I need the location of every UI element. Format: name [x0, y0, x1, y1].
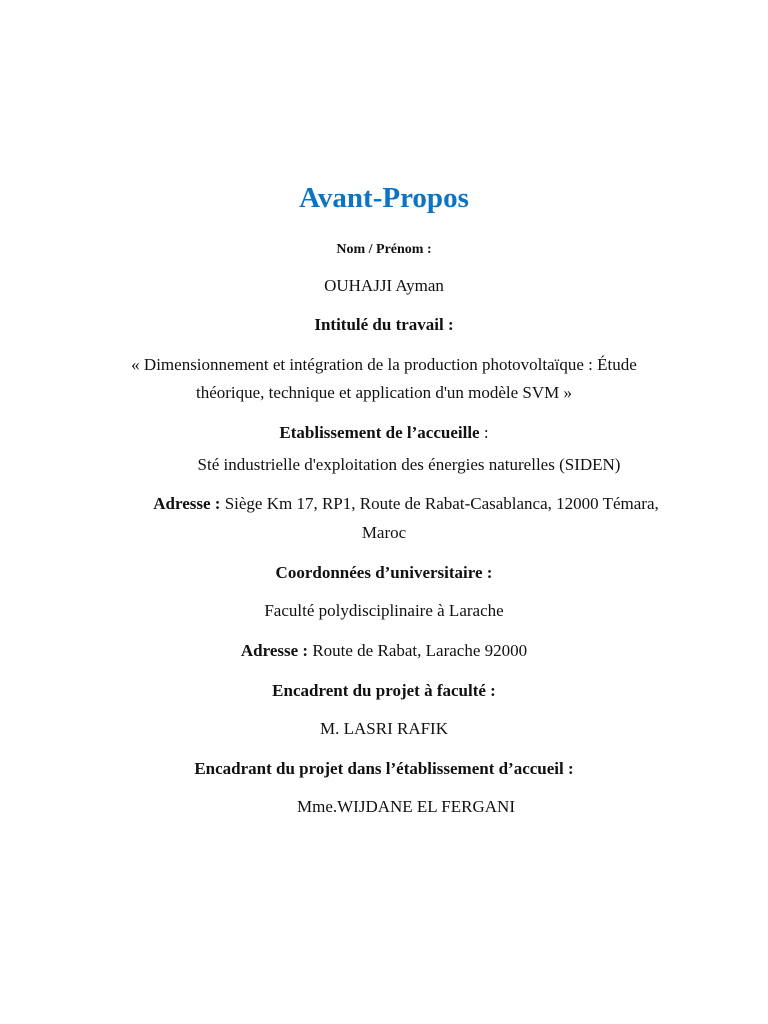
nom-label: Nom / Prénom :	[336, 242, 432, 257]
intitule-line-1: « Dimensionnement et intégration de la production photovoltaïque : Étude	[131, 355, 637, 374]
adresse2-line	[0, 641, 768, 661]
etablissement-label: Etablissement de l’accueille	[279, 423, 480, 442]
adresse1-line-1	[22, 494, 768, 514]
page-title: Avant-Propos	[299, 182, 469, 214]
coordonnees-label: Coordonnées d’universitaire :	[275, 563, 493, 582]
etablissement-colon: :	[479, 423, 489, 442]
etablissement-value: Sté industrielle d'exploitation des énergies naturelles (SIDEN)	[197, 455, 621, 474]
encadrent-faculte-value: M. LASRI RAFIK	[320, 719, 448, 738]
adresse1-value: Siège Km 17, RP1, Route de Rabat-Casablanca, 12000 Témara,	[220, 494, 659, 513]
etablissement-heading	[0, 423, 768, 443]
intitule-line-2: théorique, technique et application d'un modèle SVM »	[195, 383, 573, 402]
adresse1-line-2: Maroc	[361, 523, 407, 542]
adresse2-label: Adresse :	[240, 641, 309, 660]
encadrant-accueil-label: Encadrant du projet dans l’établissement d’accueil :	[194, 759, 574, 778]
adresse1-label: Adresse :	[153, 494, 221, 513]
adresse2-value: Route de Rabat, Larache 92000	[308, 641, 528, 660]
encadrent-faculte-label: Encadrent du projet à faculté :	[272, 681, 496, 700]
faculte-value: Faculté polydisciplinaire à Larache	[264, 601, 504, 620]
encadrant-accueil-value: Mme.WIJDANE EL FERGANI	[297, 797, 515, 816]
intitule-label: Intitulé du travail :	[314, 315, 454, 334]
nom-value: OUHAJJI Ayman	[324, 276, 444, 295]
